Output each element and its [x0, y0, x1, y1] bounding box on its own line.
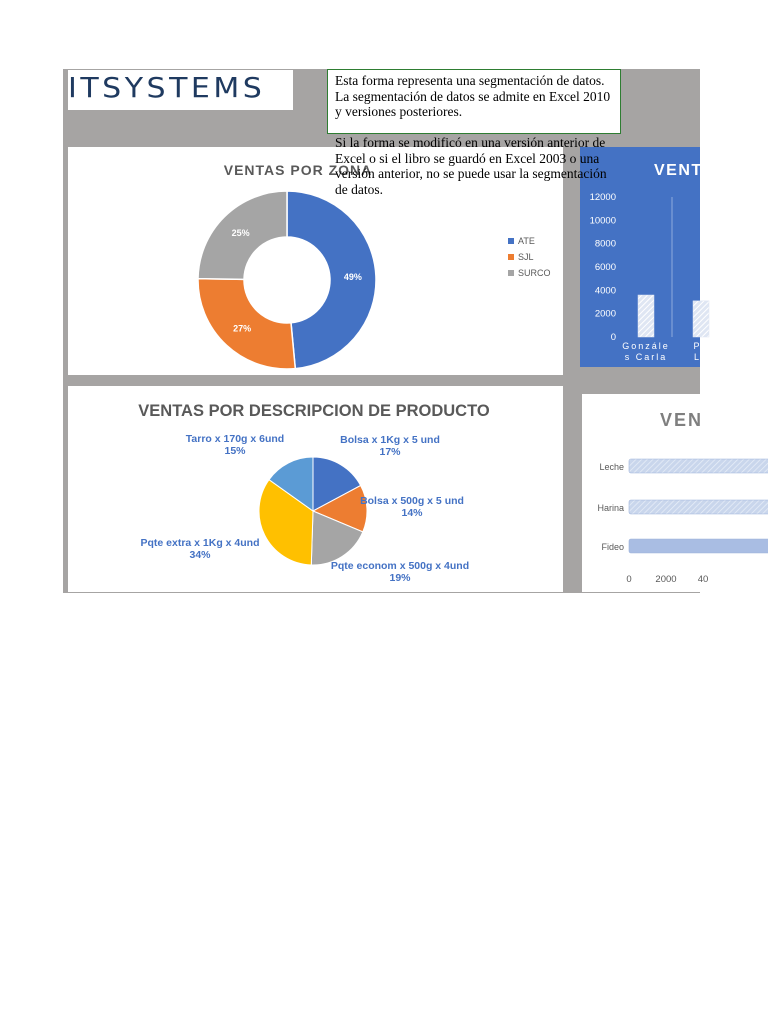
producto-x-tick: 2000: [655, 574, 677, 585]
vendedor-y-tick: 0: [610, 332, 616, 343]
producto-category-label: Leche: [599, 462, 624, 472]
descripcion-percent-label: 14%: [401, 507, 423, 519]
producto-category-label: Fideo: [601, 542, 624, 552]
vendedor-bar: [693, 301, 709, 337]
vendedor-y-tick: 2000: [594, 308, 616, 320]
producto-category-label: Harina: [597, 503, 624, 513]
producto-bar: [629, 539, 768, 553]
descripcion-percent-label: 34%: [189, 549, 211, 561]
descripcion-category-label: Pqte econom x 500g x 4und: [330, 560, 470, 572]
vendedor-bar: [638, 295, 654, 337]
descripcion-percent-label: 19%: [389, 572, 411, 584]
vendedor-y-tick: 8000: [594, 238, 616, 250]
zona-data-label: 25%: [231, 227, 250, 238]
vendedor-x-label: s Carla: [624, 352, 668, 362]
vendedor-chart-title: VENT: [654, 162, 703, 179]
vendedor-x-label: Lu: [693, 352, 709, 362]
producto-x-tick: 0: [626, 574, 632, 585]
descripcion-pie-svg: [68, 386, 563, 592]
zona-legend-marker: [508, 270, 514, 276]
vendedor-x-label: Gonzále: [622, 341, 670, 351]
descripcion-category-label: Pqte extra x 1Kg x 4und: [140, 537, 260, 549]
slicer-notice-text: Esta forma representa una segmentación de datos. La segmentación de datos se admite en Excel 2010 y versiones posteriores. Si la forma se modificó en una versión anterior de Excel o si el libro se guardó en Excel 2003 o una versión anterior, no se puede usar la segmentación de datos.: [335, 73, 611, 197]
zona-data-label: 49%: [343, 271, 362, 282]
descripcion-category-label: Bolsa x 500g x 5 und: [360, 495, 464, 507]
vendedor-y-tick: 10000: [589, 215, 616, 227]
vendedor-y-tick: 4000: [594, 285, 616, 297]
descripcion-chart-title: VENTAS POR DESCRIPCION DE PRODUCTO: [138, 402, 490, 420]
descripcion-category-label: Bolsa x 1Kg x 5 und: [340, 434, 440, 446]
itsystems-logo: [68, 70, 293, 110]
zona-chart-title: VENTAS POR ZONA: [223, 162, 373, 178]
zona-legend-marker: [508, 238, 514, 244]
vendedor-y-tick: 12000: [589, 192, 616, 203]
vendedor-x-label: Pé: [693, 341, 709, 351]
producto-bar-svg: [582, 394, 709, 592]
descripcion-percent-label: 17%: [379, 446, 401, 458]
producto-chart-title: VEN: [660, 410, 704, 430]
producto-bar: [629, 500, 768, 514]
zona-data-label: 27%: [233, 323, 252, 334]
zona-legend-label: ATE: [518, 236, 535, 246]
ventas-por-descripcion-chart[interactable]: [68, 386, 563, 592]
zona-legend-label: SJL: [518, 252, 534, 262]
producto-bar: [629, 459, 768, 473]
zona-legend-label: SURCO: [518, 268, 551, 278]
logo-text: ITSYSTEMS: [68, 72, 266, 105]
descripcion-category-label: Tarro x 170g x 6und: [185, 433, 285, 445]
ventas-por-producto-chart[interactable]: [582, 394, 709, 592]
producto-x-tick: 40: [697, 574, 709, 585]
zona-slice-ate: [287, 191, 376, 369]
zona-legend-marker: [508, 254, 514, 260]
descripcion-percent-label: 15%: [224, 445, 246, 457]
vendedor-y-tick: 6000: [594, 262, 616, 273]
